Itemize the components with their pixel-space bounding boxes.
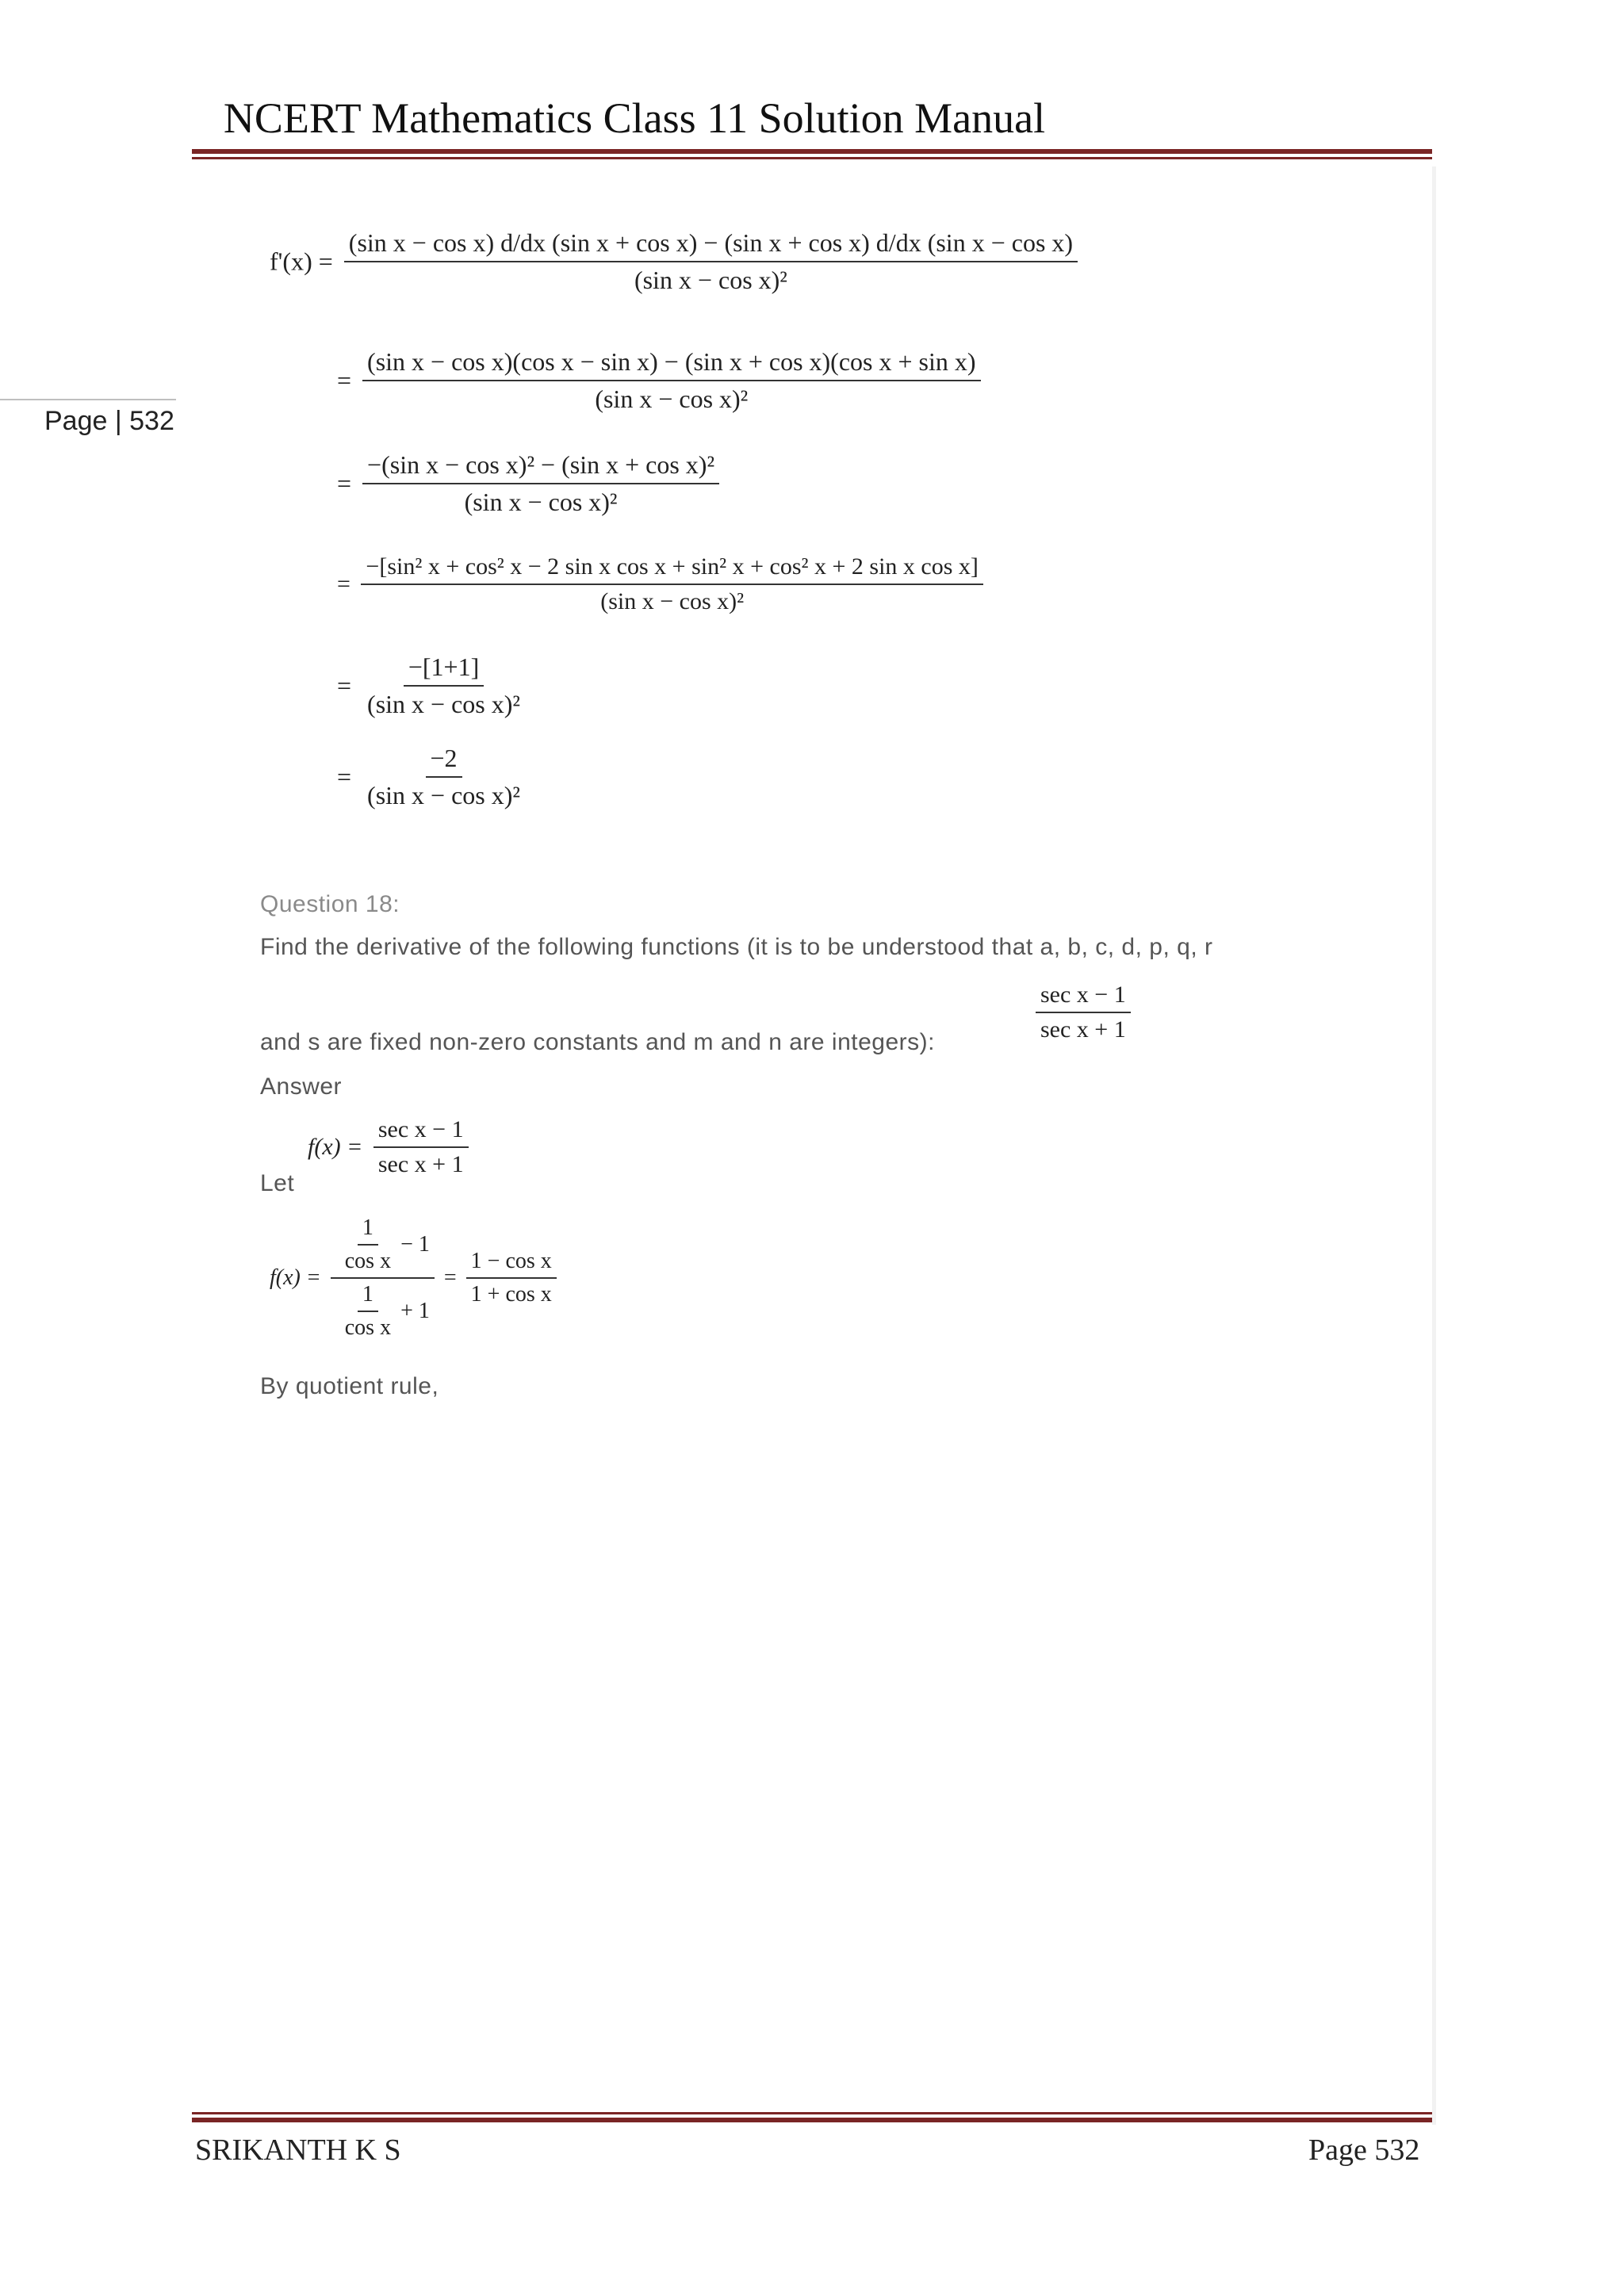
footer-page-number: Page 532: [1308, 2133, 1420, 2167]
equals-sign: =: [337, 762, 352, 791]
let-numerator: sec x − 1: [373, 1116, 469, 1148]
simplified-denominator: 1 + cos x: [470, 1282, 552, 1307]
equals-sign: =: [337, 365, 352, 395]
let-fraction: [373, 1116, 469, 1178]
step4-fraction: [361, 553, 982, 615]
equals-sign: =: [337, 571, 350, 597]
step2-fraction: [362, 347, 980, 414]
inner-top-numerator: 1: [358, 1215, 378, 1246]
step2-numerator: (sin x − cos x)(cos x − sin x) − (sin x + cos x)(cos x + sin x): [362, 347, 980, 381]
simplified-numerator: 1 − cos x: [466, 1249, 557, 1279]
derivation-step-4: [337, 553, 988, 615]
step5-denominator: (sin x − cos x)²: [367, 690, 520, 718]
plus-one: + 1: [400, 1299, 430, 1323]
complex-fraction-numerator: [331, 1215, 435, 1279]
derivative-lhs: f'(x) =: [270, 247, 333, 276]
step4-numerator: −[sin² x + cos² x − 2 sin x cos x + sin² x + cos² x + 2 sin x cos x]: [361, 553, 982, 585]
derivation-step-3: [337, 450, 724, 517]
question-function-fraction: [1036, 982, 1131, 1043]
inner-bottom-numerator: 1: [358, 1282, 378, 1312]
complex-fraction-denominator: [331, 1279, 435, 1341]
simplified-fraction: [466, 1249, 557, 1307]
step6-denominator: (sin x − cos x)²: [367, 781, 520, 809]
step6-fraction: [362, 744, 525, 810]
inner-fraction-bottom: [340, 1282, 396, 1341]
page-header-title: NCERT Mathematics Class 11 Solution Manual: [223, 94, 1046, 142]
derivation-step-5: [337, 652, 530, 719]
step2-denominator: (sin x − cos x)²: [595, 385, 749, 413]
question-function-denominator: sec x + 1: [1040, 1016, 1126, 1043]
answer-label: Answer: [260, 1073, 343, 1100]
page-edge-shade: [1432, 166, 1436, 2125]
step1-denominator: (sin x − cos x)²: [634, 266, 787, 294]
side-page-number: Page | 532: [44, 406, 174, 436]
derivation-step-6: [337, 744, 530, 810]
complex-fraction: [331, 1215, 435, 1341]
question-text-line-1: Find the derivative of the following functions (it is to be understood that a, b, c, d, p, q, r: [260, 934, 1213, 960]
equals-sign: =: [337, 671, 352, 700]
let-label: Let: [260, 1170, 295, 1196]
header-rule-thin: [192, 157, 1432, 159]
simp-lhs: f(x) =: [270, 1265, 321, 1290]
minus-one: − 1: [400, 1232, 430, 1257]
step1-numerator: (sin x − cos x) d/dx (sin x + cos x) − (sin x + cos x) d/dx (sin x − cos x): [344, 228, 1078, 262]
step1-fraction: [344, 228, 1078, 295]
step4-denominator: (sin x − cos x)²: [600, 588, 745, 614]
let-equation: [308, 1116, 473, 1178]
step3-denominator: (sin x − cos x)²: [464, 488, 618, 516]
simplification-equation: [270, 1215, 561, 1341]
question-text-line-2: and s are fixed non-zero constants and m and n are integers):: [260, 1029, 935, 1055]
step3-numerator: −(sin x − cos x)² − (sin x + cos x)²: [362, 450, 719, 484]
inner-top-denominator: cos x: [344, 1249, 392, 1273]
question-title: Question 18:: [260, 891, 400, 917]
let-lhs: f(x) =: [308, 1134, 363, 1160]
step6-numerator: −2: [426, 744, 462, 778]
simp-equals: =: [443, 1265, 457, 1290]
derivation-step-2: [337, 347, 986, 414]
inner-fraction-top: [340, 1215, 396, 1274]
derivation-step-1: [270, 228, 1082, 295]
let-denominator: sec x + 1: [377, 1151, 464, 1177]
footer-author: SRIKANTH K S: [195, 2133, 401, 2167]
footer-rule-thin: [192, 2112, 1432, 2114]
step5-fraction: [362, 652, 525, 719]
footer-rule-thick: [192, 2118, 1432, 2122]
inner-bottom-denominator: cos x: [344, 1315, 392, 1340]
question-function-numerator: sec x − 1: [1036, 982, 1131, 1013]
question-function: [1031, 982, 1136, 1043]
solution-content: [246, 205, 1372, 1425]
quotient-rule-text: By quotient rule,: [260, 1373, 439, 1399]
equals-sign: =: [337, 469, 352, 498]
header-rule-thick: [192, 149, 1432, 154]
side-tab-divider: [0, 399, 176, 400]
step3-fraction: [362, 450, 719, 517]
step5-numerator: −[1+1]: [404, 652, 484, 687]
